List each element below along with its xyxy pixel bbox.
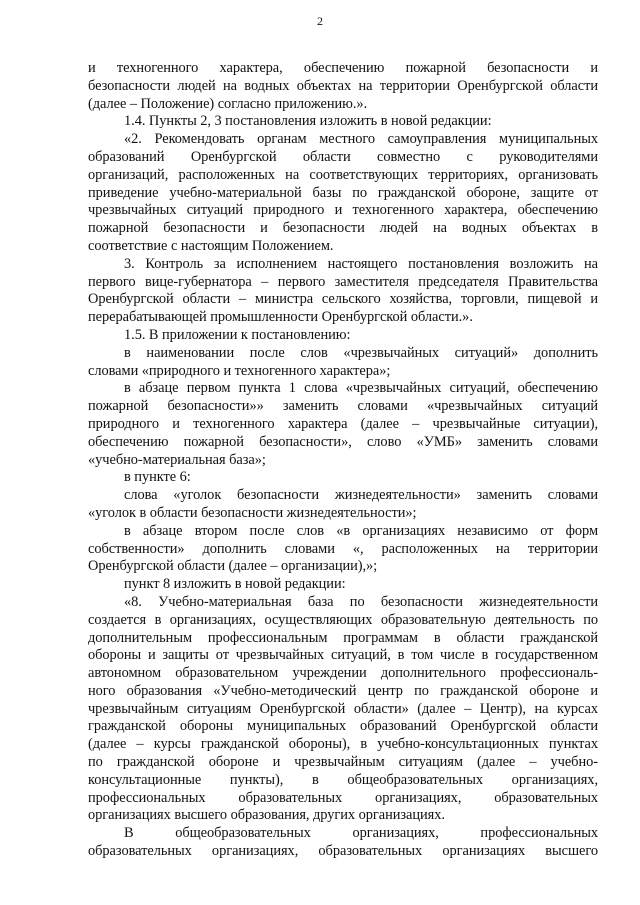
text-line: Оренбургской области – министра сельского хозяйства, торговли, пищевой и	[88, 291, 598, 308]
paragraph	[88, 256, 598, 327]
paragraph	[88, 60, 598, 113]
text-line: в пункте 6:	[124, 469, 191, 486]
text-line: в наименовании после слов «чрезвычайных ситуаций» дополнить	[124, 344, 598, 361]
paragraph	[88, 523, 598, 576]
text-line: пожарной безопасности и безопасности людей на водных объектах в	[88, 220, 598, 237]
text-line: автономном образовательном учреждении дополнительного профессиональ-	[88, 665, 598, 682]
paragraph	[88, 594, 598, 825]
paragraph	[88, 113, 598, 131]
text-line: организаций, расположенных на соответствующих территориях, организовать	[88, 166, 598, 183]
text-line: 1.5. В приложении к постановлению:	[124, 326, 351, 343]
text-line: словами «природного и техногенного характера»;	[88, 362, 391, 379]
text-line: 3. Контроль за исполнением настоящего постановления возложить на	[124, 255, 598, 272]
text-line: чрезвычайных ситуаций природного и техногенного характера, обеспечению	[88, 202, 598, 219]
paragraph	[88, 576, 598, 594]
paragraph	[88, 131, 598, 256]
text-line: обеспечению пожарной безопасности», слово «УМБ» заменить словами	[88, 433, 598, 450]
document-body	[88, 60, 598, 861]
text-line: и техногенного характера, обеспечению пожарной безопасности и	[88, 60, 598, 76]
text-line: (далее – курсы гражданской обороны), в учебно-консультационных пунктах	[88, 736, 598, 753]
text-line: «учебно-материальная база»;	[88, 451, 266, 468]
text-line: по гражданской обороне и чрезвычайным ситуациям (далее – учебно-	[88, 754, 598, 771]
paragraph	[88, 327, 598, 345]
text-line: «8. Учебно-материальная база по безопасности жизнедеятельности	[124, 593, 598, 610]
text-line: создается в организациях, осуществляющих образовательную деятельность по	[88, 611, 598, 628]
text-line: слова «уголок безопасности жизнедеятельности» заменить словами	[124, 487, 598, 504]
text-line: В общеобразовательных организациях, профессиональных	[124, 825, 598, 842]
text-line: дополнительным профессиональным программам в области гражданской	[88, 629, 598, 646]
text-line: «уголок в области безопасности жизнедеятельности»;	[88, 504, 417, 521]
text-line: в абзаце первом пункта 1 слова «чрезвычайных ситуаций, обеспечению	[124, 380, 598, 397]
text-line: приведение учебно-материальной базы по гражданской обороне, защите от	[88, 184, 598, 201]
text-line: собственности» дополнить словами «, расположенных на территории	[88, 540, 598, 557]
text-line: чрезвычайным ситуациям Оренбургской области» (далее – Центр), на курсах	[88, 700, 598, 717]
paragraph	[88, 825, 598, 861]
text-line: гражданской обороны муниципальных образований Оренбургской области	[88, 718, 598, 735]
text-line: соответствие с настоящим Положением.	[88, 237, 334, 254]
paragraph	[88, 380, 598, 469]
paragraph	[88, 469, 598, 487]
text-line: перерабатывающей промышленности Оренбургской области.».	[88, 309, 473, 326]
text-line: первого вице-губернатора – первого заместителя председателя Правительства	[88, 273, 598, 290]
text-line: консультационные пункты), в общеобразовательных организациях,	[88, 771, 598, 788]
text-line: обороны и защиты от чрезвычайных ситуаций, в том числе в государственном	[88, 647, 598, 664]
text-line: образований Оренбургской области совместно с руководителями	[88, 148, 598, 165]
text-line: природного и техногенного характера (далее – чрезвычайные ситуации),	[88, 415, 598, 432]
paragraph	[88, 487, 598, 523]
text-line: профессиональных образовательных организациях, образовательных	[88, 789, 598, 806]
text-line: организациях высшего образования, других организациях.	[88, 807, 445, 824]
text-line: (далее – Положение) согласно приложению.».	[88, 95, 368, 112]
text-line: в абзаце втором после слов «в организациях независимо от форм	[124, 522, 598, 539]
text-line: Оренбургской области (далее – организации),»;	[88, 558, 378, 575]
page-number: 2	[317, 14, 323, 28]
text-line: безопасности людей на водных объектах на территории Оренбургской области	[88, 77, 598, 94]
paragraph	[88, 345, 598, 381]
text-line: ного образования «Учебно-методический центр по гражданской обороне и	[88, 682, 598, 699]
text-line: пункт 8 изложить в новой редакции:	[124, 576, 346, 593]
text-line: «2. Рекомендовать органам местного самоуправления муниципальных	[124, 131, 598, 148]
text-line: образовательных организациях, образовательных организациях высшего	[88, 843, 598, 860]
text-line: 1.4. Пункты 2, 3 постановления изложить в новой редакции:	[124, 113, 492, 130]
text-line: пожарной безопасности»» заменить словами «чрезвычайных ситуаций	[88, 398, 598, 415]
